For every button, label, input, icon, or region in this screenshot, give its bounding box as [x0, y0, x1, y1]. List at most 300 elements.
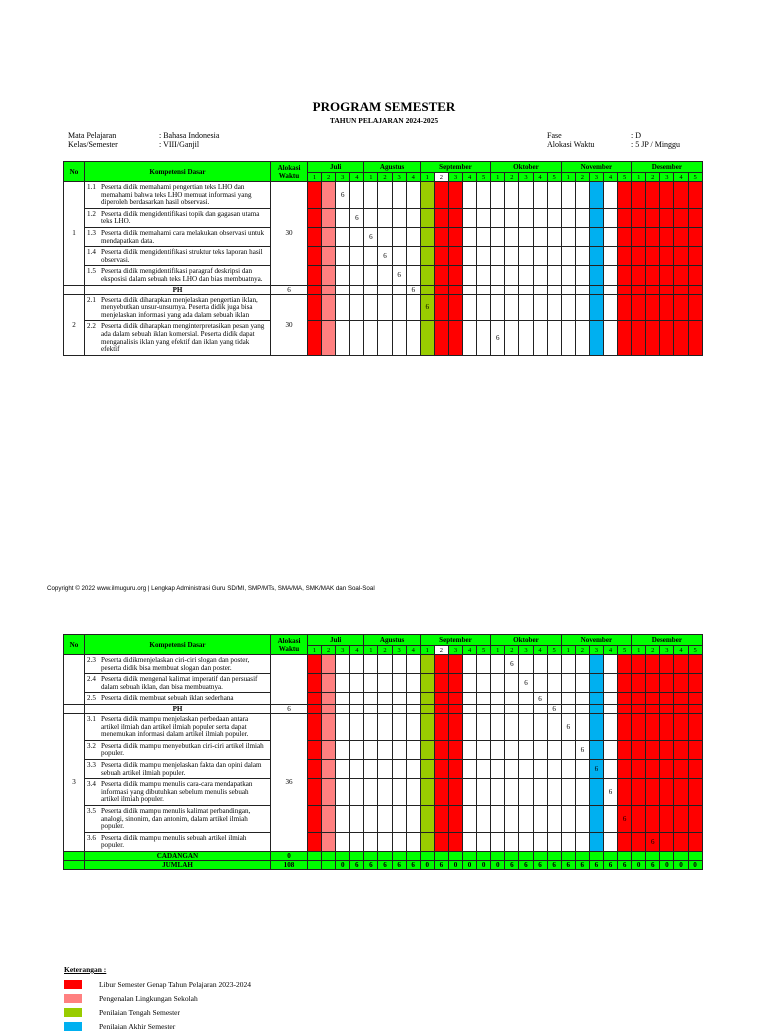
week-cell: [688, 759, 702, 778]
week-cell: [463, 321, 477, 355]
week-cell: [448, 321, 462, 355]
week-cell: [589, 704, 603, 713]
week-cell: [364, 294, 378, 321]
week-cell: [589, 832, 603, 851]
week-cell: [646, 674, 660, 693]
kd-row: [64, 693, 703, 705]
cadangan-week-cell: [674, 851, 688, 860]
week-cell: [618, 674, 632, 693]
week-cell: [519, 247, 533, 266]
kd-number: 2.1: [87, 295, 96, 304]
header-week: 5: [618, 646, 632, 655]
week-cell: [406, 182, 420, 209]
week-cell: [505, 779, 519, 806]
week-cell: [519, 713, 533, 740]
jumlah-week-cell: 0: [688, 860, 702, 869]
week-cell: [378, 182, 392, 209]
week-cell: [575, 294, 589, 321]
week-cell: [674, 266, 688, 285]
cadangan-week-cell: [491, 851, 505, 860]
kd-number: 2.2: [87, 322, 96, 331]
week-cell: [336, 294, 350, 321]
week-cell: [589, 674, 603, 693]
week-cell: [378, 285, 392, 294]
week-cell: 6: [378, 247, 392, 266]
week-cell: [434, 285, 448, 294]
week-cell: [646, 266, 660, 285]
jumlah-week-cell: 0: [674, 860, 688, 869]
week-cell: [364, 805, 378, 832]
week-cell: [364, 655, 378, 674]
cadangan-week-cell: [646, 851, 660, 860]
kd-text: Peserta didik mengenal kalimat imperatif dan persuasif dalam sebuah iklan, dan bisa membuatnya.: [101, 675, 258, 691]
week-cell: 6: [533, 693, 547, 705]
legend: [64, 965, 251, 1033]
cadangan-week-cell: [434, 851, 448, 860]
kd-text: Peserta didik mengidentifikasi topik dan gagasan utama teks LHO.: [101, 209, 260, 226]
week-cell: [406, 704, 420, 713]
week-cell: [378, 740, 392, 759]
kompetensi-dasar-cell: [85, 713, 271, 740]
week-cell: [561, 832, 575, 851]
week-cell: [350, 655, 364, 674]
week-cell: [547, 266, 561, 285]
week-cell: 6: [547, 704, 561, 713]
week-cell: [603, 227, 617, 246]
week-cell: [420, 208, 434, 227]
kompetensi-dasar-cell: [85, 779, 271, 806]
week-cell: [561, 779, 575, 806]
no-cell: [64, 704, 85, 713]
week-cell: 6: [420, 294, 434, 321]
header-week: 5: [688, 646, 702, 655]
week-cell: [688, 693, 702, 705]
week-cell: [406, 713, 420, 740]
header-week: 2: [575, 646, 589, 655]
week-cell: 6: [392, 266, 406, 285]
week-cell: [322, 740, 336, 759]
kd-row: [64, 266, 703, 285]
kd-text: Peserta didik memahami cara melakukan observasi untuk mendapatkan data.: [101, 228, 265, 245]
kd-number: 3.1: [87, 714, 96, 723]
week-cell: [406, 321, 420, 355]
week-cell: [603, 693, 617, 705]
header-week: 1: [632, 173, 646, 182]
week-cell: [632, 740, 646, 759]
week-cell: [434, 182, 448, 209]
week-cell: [533, 321, 547, 355]
week-cell: [632, 227, 646, 246]
meta-left-values: [159, 131, 219, 149]
week-cell: [364, 321, 378, 355]
week-cell: [674, 208, 688, 227]
week-cell: [434, 693, 448, 705]
week-cell: [660, 655, 674, 674]
meta-value: : VIII/Ganjil: [159, 140, 200, 149]
week-cell: [646, 779, 660, 806]
week-cell: [491, 779, 505, 806]
week-cell: [575, 704, 589, 713]
week-cell: [322, 208, 336, 227]
week-cell: [434, 247, 448, 266]
jumlah-week-cell: 6: [505, 860, 519, 869]
week-cell: [420, 805, 434, 832]
week-cell: [448, 805, 462, 832]
legend-label: Pengenalan Lingkungan Sekolah: [99, 993, 198, 1003]
week-cell: [392, 321, 406, 355]
week-cell: [519, 285, 533, 294]
cadangan-week-cell: [378, 851, 392, 860]
week-cell: [308, 655, 322, 674]
cadangan-week-cell: [533, 851, 547, 860]
week-cell: [491, 208, 505, 227]
week-cell: [618, 759, 632, 778]
cadangan-week-cell: [392, 851, 406, 860]
jumlah-week-cell: 6: [364, 860, 378, 869]
week-cell: [547, 759, 561, 778]
week-cell: [308, 713, 322, 740]
week-cell: [463, 182, 477, 209]
kompetensi-dasar-cell: [85, 674, 271, 693]
alokasi-waktu-cell: 36: [271, 713, 308, 851]
jumlah-week-cell: 6: [561, 860, 575, 869]
week-cell: 6: [618, 805, 632, 832]
kd-row: [64, 674, 703, 693]
week-cell: [364, 704, 378, 713]
header-week: 2: [434, 646, 448, 655]
week-cell: [646, 182, 660, 209]
header-week: 5: [688, 173, 702, 182]
header-month: September: [420, 162, 490, 173]
week-cell: [477, 208, 491, 227]
week-cell: [561, 294, 575, 321]
week-cell: [646, 740, 660, 759]
week-cell: [392, 208, 406, 227]
kd-text: Peserta didik diharapkan menginterpretasikan pesan yang ada dalam sebuah iklan komersial. Peserta didik dapat menganalisis iklan yang efektif dan iklan yang tidak efektif: [101, 322, 265, 354]
week-cell: [491, 266, 505, 285]
week-cell: [336, 674, 350, 693]
week-cell: [519, 805, 533, 832]
week-cell: [448, 227, 462, 246]
week-cell: [350, 779, 364, 806]
week-cell: [463, 285, 477, 294]
week-cell: [618, 713, 632, 740]
week-cell: [336, 805, 350, 832]
week-cell: [674, 674, 688, 693]
cadangan-week-cell: [463, 851, 477, 860]
jumlah-week-cell: 0: [420, 860, 434, 869]
cadangan-week-cell: [505, 851, 519, 860]
week-cell: [463, 655, 477, 674]
kompetensi-dasar-cell: [85, 208, 271, 227]
week-cell: [547, 285, 561, 294]
kd-number: 1.3: [87, 228, 96, 237]
week-cell: [533, 759, 547, 778]
cadangan-week-cell: [660, 851, 674, 860]
week-cell: [575, 247, 589, 266]
week-cell: [575, 285, 589, 294]
kd-number: 3.4: [87, 780, 96, 789]
week-cell: [322, 285, 336, 294]
week-cell: [603, 655, 617, 674]
header-month: November: [561, 635, 631, 646]
week-cell: [463, 266, 477, 285]
cadangan-week-cell: [477, 851, 491, 860]
header-week: 1: [491, 173, 505, 182]
week-cell: [350, 693, 364, 705]
week-cell: [632, 674, 646, 693]
week-cell: [533, 247, 547, 266]
week-cell: [378, 704, 392, 713]
week-cell: [561, 321, 575, 355]
week-cell: [505, 832, 519, 851]
kompetensi-dasar-cell: [85, 247, 271, 266]
week-cell: [463, 704, 477, 713]
week-cell: [406, 740, 420, 759]
header-week: 4: [406, 173, 420, 182]
week-cell: [547, 674, 561, 693]
week-cell: [505, 704, 519, 713]
week-cell: [547, 321, 561, 355]
week-cell: [561, 740, 575, 759]
week-cell: [660, 674, 674, 693]
week-cell: [603, 182, 617, 209]
week-cell: [561, 285, 575, 294]
week-cell: [519, 759, 533, 778]
week-cell: [561, 674, 575, 693]
header-week: 5: [547, 646, 561, 655]
week-cell: [448, 674, 462, 693]
week-cell: [308, 227, 322, 246]
week-cell: [618, 321, 632, 355]
week-cell: [547, 182, 561, 209]
week-cell: [364, 832, 378, 851]
week-cell: [477, 285, 491, 294]
jumlah-week-cell: 0: [477, 860, 491, 869]
meta-label: Alokasi Waktu: [547, 140, 595, 149]
week-cell: [308, 285, 322, 294]
kd-row: [64, 182, 703, 209]
jumlah-row: [64, 860, 703, 869]
header-week: 4: [603, 646, 617, 655]
week-cell: [364, 182, 378, 209]
week-cell: [477, 713, 491, 740]
week-cell: [618, 285, 632, 294]
header-week: 1: [308, 646, 322, 655]
week-cell: [561, 182, 575, 209]
header-month: Agustus: [364, 162, 420, 173]
week-cell: [533, 655, 547, 674]
week-cell: 6: [336, 182, 350, 209]
week-cell: [603, 740, 617, 759]
kd-text: Peserta didik mampu menulis cara-cara mendapatkan informasi yang dibutuhkan sebelum menulis sebuah artikel ilmiah populer.: [101, 780, 253, 804]
jumlah-week-cell: 6: [406, 860, 420, 869]
meta-right-values: [631, 131, 680, 149]
cadangan-row: [64, 851, 703, 860]
week-cell: [434, 759, 448, 778]
legend-item: [64, 1019, 251, 1033]
week-cell: [618, 740, 632, 759]
week-cell: [364, 713, 378, 740]
week-cell: [434, 704, 448, 713]
week-cell: [392, 740, 406, 759]
week-cell: [420, 674, 434, 693]
week-cell: [603, 674, 617, 693]
week-cell: [477, 740, 491, 759]
week-cell: [350, 674, 364, 693]
kd-text: Peserta didik mampu menyebutkan ciri-ciri artikel ilmiah populer.: [101, 741, 264, 758]
week-cell: [618, 227, 632, 246]
week-cell: [308, 740, 322, 759]
no-cell: [64, 655, 85, 705]
header-week: 3: [589, 646, 603, 655]
week-cell: [350, 713, 364, 740]
week-cell: [350, 294, 364, 321]
week-cell: [336, 832, 350, 851]
week-cell: [589, 227, 603, 246]
week-cell: [434, 740, 448, 759]
week-cell: [603, 247, 617, 266]
week-cell: [477, 227, 491, 246]
header-week: 1: [491, 646, 505, 655]
week-cell: [547, 832, 561, 851]
week-cell: [646, 713, 660, 740]
week-cell: [688, 713, 702, 740]
week-cell: [575, 182, 589, 209]
week-cell: [491, 285, 505, 294]
week-cell: 6: [364, 227, 378, 246]
header-week: 3: [519, 646, 533, 655]
week-cell: [308, 321, 322, 355]
cadangan-week-cell: [632, 851, 646, 860]
header-week: 4: [533, 646, 547, 655]
week-cell: 6: [575, 740, 589, 759]
week-cell: [448, 285, 462, 294]
ph-label: PH: [85, 285, 271, 294]
meta-value: : Bahasa Indonesia: [159, 131, 220, 140]
week-cell: [434, 266, 448, 285]
week-cell: [660, 321, 674, 355]
week-cell: [575, 655, 589, 674]
week-cell: [618, 832, 632, 851]
week-cell: [463, 805, 477, 832]
ph-row: [64, 285, 703, 294]
jumlah-week-cell: 0: [660, 860, 674, 869]
week-cell: [561, 208, 575, 227]
week-cell: [392, 704, 406, 713]
week-cell: [519, 779, 533, 806]
week-cell: [477, 182, 491, 209]
header-row: [64, 162, 703, 173]
week-cell: [561, 805, 575, 832]
week-cell: [378, 674, 392, 693]
week-cell: [547, 247, 561, 266]
header-week: 3: [519, 173, 533, 182]
week-cell: [336, 321, 350, 355]
cadangan-week-cell: [589, 851, 603, 860]
legend-label: Penilaian Akhir Semester: [99, 1021, 176, 1031]
week-cell: [618, 779, 632, 806]
week-cell: [434, 832, 448, 851]
week-cell: 6: [589, 759, 603, 778]
week-cell: [463, 740, 477, 759]
week-cell: [519, 294, 533, 321]
header-week: 4: [350, 646, 364, 655]
week-cell: [463, 227, 477, 246]
week-cell: [477, 832, 491, 851]
week-cell: [364, 693, 378, 705]
week-cell: [463, 693, 477, 705]
week-cell: [688, 294, 702, 321]
week-cell: [632, 779, 646, 806]
week-cell: [603, 759, 617, 778]
week-cell: [575, 693, 589, 705]
week-cell: [660, 779, 674, 806]
week-cell: [392, 693, 406, 705]
week-cell: [336, 266, 350, 285]
week-cell: [336, 779, 350, 806]
week-cell: [448, 832, 462, 851]
meta-value: : D: [631, 131, 641, 140]
week-cell: [505, 740, 519, 759]
header-row: [64, 635, 703, 646]
week-cell: [350, 227, 364, 246]
week-cell: [406, 227, 420, 246]
program-semester-table-1: [63, 161, 703, 356]
week-cell: [533, 208, 547, 227]
week-cell: [491, 832, 505, 851]
kd-text: Peserta didik diharapkan menjelaskan pengertian iklan, menyebutkan unsur-unsurnya. Peserta didik juga bisa menjelaskan informasi yang ada dalam sebuah iklan: [101, 295, 258, 319]
kd-text: Peserta didikmenjelaskan ciri-ciri slogan dan poster, peserta didik bisa membuat slogan dan poster.: [101, 656, 250, 672]
week-cell: [660, 285, 674, 294]
jumlah-week-cell: 6: [434, 860, 448, 869]
week-cell: [406, 693, 420, 705]
no-cell: 2: [64, 294, 85, 355]
week-cell: [491, 674, 505, 693]
week-cell: [322, 655, 336, 674]
kd-row: [64, 247, 703, 266]
week-cell: [603, 704, 617, 713]
week-cell: [448, 779, 462, 806]
week-cell: [646, 693, 660, 705]
week-cell: [575, 266, 589, 285]
week-cell: [448, 266, 462, 285]
no-cell: [64, 285, 85, 294]
week-cell: [420, 693, 434, 705]
week-cell: [632, 713, 646, 740]
week-cell: [674, 779, 688, 806]
week-cell: [322, 674, 336, 693]
week-cell: [448, 693, 462, 705]
week-cell: [603, 832, 617, 851]
week-cell: [322, 693, 336, 705]
kd-row: [64, 759, 703, 778]
week-cell: [618, 182, 632, 209]
week-cell: [688, 805, 702, 832]
week-cell: [477, 759, 491, 778]
week-cell: [378, 655, 392, 674]
kompetensi-dasar-cell: [85, 832, 271, 851]
week-cell: [308, 704, 322, 713]
week-cell: [533, 285, 547, 294]
jumlah-week-cell: 0: [336, 860, 350, 869]
week-cell: [406, 674, 420, 693]
week-cell: [392, 285, 406, 294]
header-week: 1: [364, 173, 378, 182]
week-cell: [491, 182, 505, 209]
week-cell: [364, 740, 378, 759]
jumlah-value: 108: [271, 860, 308, 869]
